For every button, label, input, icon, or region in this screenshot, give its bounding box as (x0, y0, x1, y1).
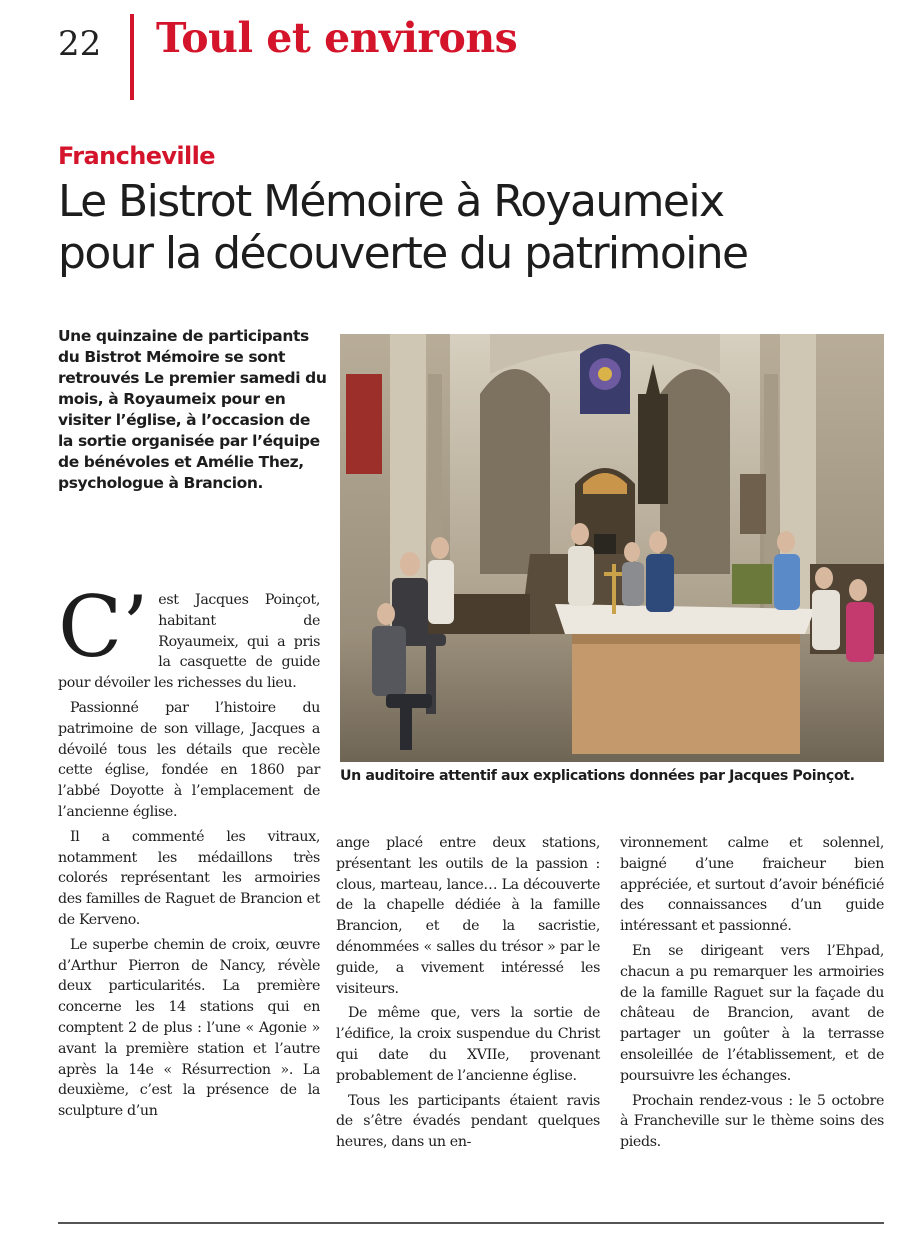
body-column-3 (620, 833, 884, 1153)
body-paragraph: Le superbe chemin de croix, œuvre d’Arthur Pierron de Nancy, révèle deux particularités. La première concerne les 14 stations qui en comptent 2 de plus : l’une « Agonie » avant la première station et l’autre après la 14e « Résurrection ». La deuxième, c’est la présence de la sculpture d’un (58, 936, 320, 1120)
page-number: 22 (58, 24, 102, 64)
photo-caption: Un auditoire attentif aux explications données par Jacques Poinçot. (340, 768, 855, 784)
body-paragraph: Il a commenté les vitraux, notamment les médaillons très colorés représentant les armoiries des familles de Raguet de Brancion et de Kerveno. (58, 828, 320, 928)
article-headline (58, 176, 898, 280)
bottom-divider (58, 1222, 884, 1224)
article-lead: Une quinzaine de participants du Bistrot Mémoire se sont retrouvés Le premier samedi du mois, à Royaumeix pour en visiter l’église, à l’occasion de la sortie organisée par l’équipe de bénévoles et Amélie Thez, psychologue à Brancion. (58, 327, 327, 492)
body-paragraph: Prochain rendez-vous : le 5 octobre à Francheville sur le thème soins des pieds. (620, 1092, 884, 1151)
body-paragraph: En se dirigeant vers l’Ehpad, chacun a pu remarquer les armoiries de la famille Raguet sur la façade du château de Brancion, avant de partager un goûter à la terrasse ensoleillée de l’établissement, et de poursuivre les échanges. (620, 942, 884, 1084)
body-paragraph-text: est Jacques Poinçot, habitant de Royaumeix, qui a pris la casquette de guide pour dévoiler les richesses du lieu. (58, 592, 320, 692)
church-interior-photo (340, 334, 884, 762)
section-title: Toul et environs (156, 14, 518, 62)
header-divider (130, 14, 134, 100)
body-paragraph: vironnement calme et solennel, baigné d’une fraicheur bien appréciée, et surtout d’avoir bénéficié des connaissances d’un guide intéressant et passionné. (620, 835, 884, 935)
body-column-1 (58, 578, 320, 1122)
body-paragraph: Tous les participants étaient ravis de s’être évadés pendant quelques heures, dans un en- (336, 1092, 600, 1151)
body-paragraph: Passionné par l’histoire du patrimoine de son village, Jacques a dévoilé tous les détails que recèle cette église, fondée en 1860 par l’abbé Doyotte à l’emplacement de l’ancienne église. (58, 699, 320, 820)
headline-line-1: Le Bistrot Mémoire à Royaumeix (58, 176, 724, 227)
article-kicker: Francheville (58, 142, 215, 170)
body-column-2 (336, 833, 600, 1153)
body-paragraph (58, 578, 320, 694)
body-paragraph: De même que, vers la sortie de l’édifice, la croix suspendue du Christ qui date du XVIIe, provenant probablement de l’ancienne église. (336, 1005, 600, 1084)
headline-line-2: pour la découverte du patrimoine (58, 228, 748, 279)
body-paragraph: ange placé entre deux stations, présentant les outils de la passion : clous, marteau, lance… La découverte de la chapelle dédiée à la famille Brancion, et de la sacristie, dénommées « salles du trésor » par le guide, a vivement intéressé les visiteurs. (336, 835, 600, 997)
drop-cap: C’ (58, 578, 149, 676)
